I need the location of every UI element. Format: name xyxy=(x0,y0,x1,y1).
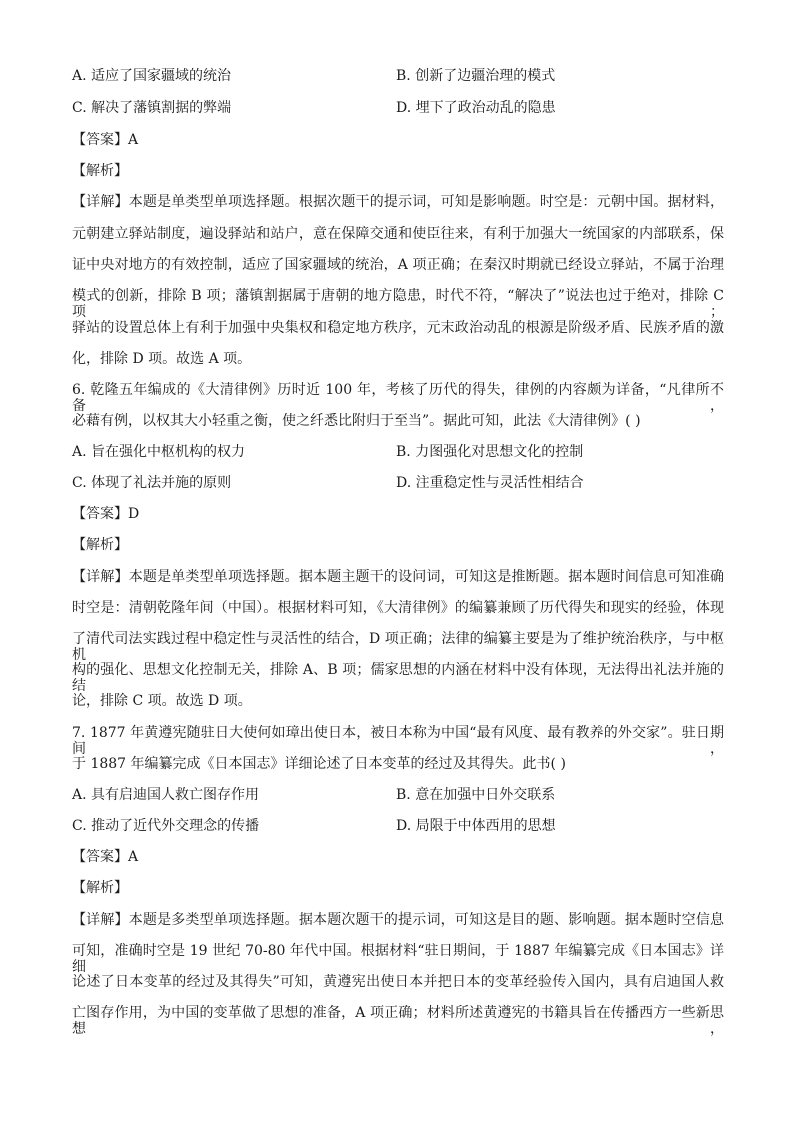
q5-option-a: A. 适应了国家疆域的统治 xyxy=(72,68,232,84)
q5-detail-line: 元朝建立驿站制度，遍设驿站和站户，意在保障交通和使臣往来，有利于加强大一统国家的内部联系，保 xyxy=(72,226,724,242)
q7-stem-line: 7. 1877 年黄遵宪随驻日大使何如璋出使日本，被日本称为中国“最有风度、最有教养的外交家”。驻日期间， xyxy=(72,725,724,757)
q6-stem-line: 6. 乾隆五年编成的《大清律例》历时近 100 年，考核了历代的得失，律例的内容颇为详备，“凡律所不备， xyxy=(72,382,724,414)
q7-analysis-label: 【解析】 xyxy=(72,880,128,896)
q6-option-c: C. 体现了礼法并施的原则 xyxy=(72,475,232,491)
q6-detail-line: 构的强化、思想文化控制无关，排除 A、B 项；儒家思想的内涵在材料中没有体现，无法得出礼法并施的结 xyxy=(72,662,724,694)
q6-detail-line: 了清代司法实践过程中稳定性与灵活性的结合，D 项正确；法律的编纂主要是为了维护统治秩序，与中枢机 xyxy=(72,631,724,663)
q5-detail-line: 证中央对地方的有效控制，适应了国家疆域的统治，A 项正确；在秦汉时期就已经设立驿站，不属于治理 xyxy=(72,257,724,273)
q6-detail-line: 【详解】本题是单类型单项选择题。据本题主题干的设问词，可知这是推断题。据本题时间信息可知准确 xyxy=(72,569,724,585)
q5-analysis-label: 【解析】 xyxy=(72,163,128,179)
q6-analysis-label: 【解析】 xyxy=(72,537,128,553)
q7-option-d: D. 局限于中体西用的思想 xyxy=(396,818,556,834)
q6-answer: 【答案】D xyxy=(72,506,140,522)
q7-detail-line: 亡图存作用，为中国的变革做了思想的准备，A 项正确；材料所述黄遵宪的书籍具旨在传播西方一些新思想， xyxy=(72,1005,724,1037)
q6-stem-line: 必藉有例，以权其大小轻重之衡，使之纤悉比附归于至当”。据此可知，此法《大清律例》( ) xyxy=(72,413,641,429)
q7-answer: 【答案】A xyxy=(72,849,139,865)
q6-option-b: B. 力图强化对思想文化的控制 xyxy=(396,444,584,460)
q7-option-b: B. 意在加强中日外交联系 xyxy=(396,787,556,803)
q5-option-b: B. 创新了边疆治理的模式 xyxy=(396,68,556,84)
q7-detail-line: 论述了日本变革的经过及其得失”可知，黄遵宪出使日本并把日本的变革经验传入国内，具有启迪国人救 xyxy=(72,974,724,990)
q5-detail-line: 模式的创新，排除 B 项；藩镇割据属于唐朝的地方隐患，时代不符，“解决了”说法也过于绝对，排除 C 项； xyxy=(72,288,724,320)
q6-detail-line: 论，排除 C 项。故选 D 项。 xyxy=(72,693,252,709)
q6-option-d: D. 注重稳定性与灵活性相结合 xyxy=(396,475,584,491)
q6-detail-line: 时空是：清朝乾隆年间（中国）。根据材料可知，《大清律例》的编纂兼顾了历代得失和现实的经验，体现 xyxy=(72,600,724,616)
q6-option-a: A. 旨在强化中枢机构的权力 xyxy=(72,444,246,460)
q7-detail-line: 【详解】本题是多类型单项选择题。据本题次题干的提示词，可知这是目的题、影响题。据本题时空信息 xyxy=(72,912,724,928)
q5-option-d: D. 埋下了政治动乱的隐患 xyxy=(396,100,556,116)
q7-option-c: C. 推动了近代外交理念的传播 xyxy=(72,818,260,834)
q5-answer: 【答案】A xyxy=(72,132,139,148)
q7-detail-line: 可知，准确时空是 19 世纪 70-80 年代中国。根据材料“驻日期间，于 1887 年编纂完成《日本国志》详细 xyxy=(72,943,724,975)
q5-option-c: C. 解决了藩镇割据的弊端 xyxy=(72,100,232,116)
q5-detail-line: 驿站的设置总体上有利于加强中央集权和稳定地方秩序，元末政治动乱的根源是阶级矛盾、民族矛盾的激 xyxy=(72,320,724,336)
q5-detail-line: 化，排除 D 项。故选 A 项。 xyxy=(72,351,252,367)
q7-stem-line: 于 1887 年编纂完成《日本国志》详细论述了日本变革的经过及其得失。此书( ) xyxy=(72,756,566,772)
q5-detail-line: 【详解】本题是单类型单项选择题。根据次题干的提示词，可知是影响题。时空是：元朝中国。据材料， xyxy=(72,194,724,210)
q7-option-a: A. 具有启迪国人救亡图存作用 xyxy=(72,787,260,803)
